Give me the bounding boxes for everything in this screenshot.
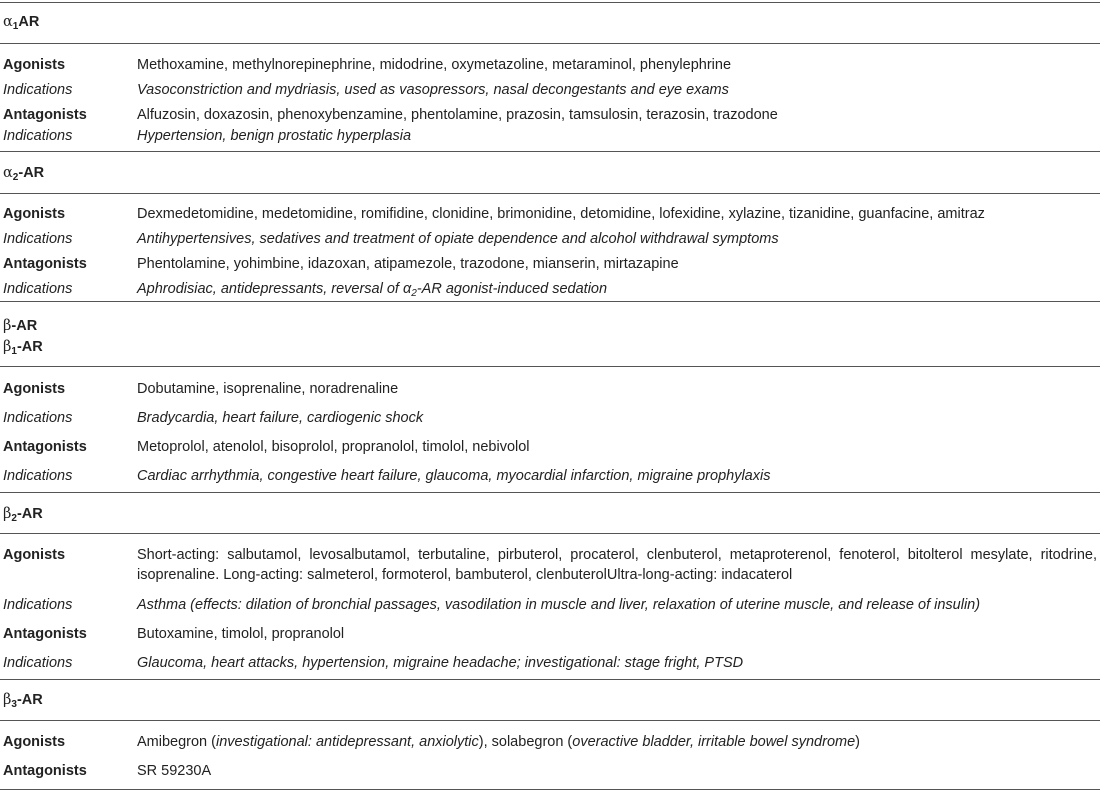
row-label-antagonists: Antagonists — [3, 256, 87, 272]
row-label-agonists: Agonists — [3, 734, 66, 750]
beta2-agonists-line2: isoprenaline. Long-acting: salmeterol, formoterol, bambuterol, clenbuterolUltra-long-acting: indacaterol — [137, 567, 793, 583]
row-label-agonists: Agonists — [3, 381, 66, 397]
row-label-agonists: Agonists — [3, 547, 66, 563]
beta1-antagonists: Metoprolol, atenolol, bisoprolol, propranolol, timolol, nebivolol — [137, 439, 530, 455]
table-rule — [0, 301, 1100, 302]
beta2-antagonists: Butoxamine, timolol, propranolol — [137, 626, 345, 642]
table-rule — [0, 2, 1100, 3]
table-rule — [0, 366, 1100, 367]
row-label-agonists: Agonists — [3, 57, 66, 73]
row-label-antagonists: Antagonists — [3, 439, 87, 455]
row-label-indications: Indications — [3, 468, 73, 484]
row-label-indications: Indications — [3, 410, 73, 426]
beta3-agonists: Amibegron (investigational: antidepressant, anxiolytic), solabegron (overactive bladder, irritable bowel syndrome) — [137, 734, 861, 750]
row-label-indications: Indications — [3, 128, 73, 144]
beta2-agonist-indications: Asthma (effects: dilation of bronchial passages, vasodilation in muscle and liver, relaxation of uterine muscle, and release of insulin) — [137, 597, 981, 613]
beta3-antagonists: SR 59230A — [137, 763, 212, 779]
row-label-indications: Indications — [3, 231, 73, 247]
row-label-indications: Indications — [3, 655, 73, 671]
row-label-indications: Indications — [3, 597, 73, 613]
alpha1-antagonist-indications: Hypertension, benign prostatic hyperplasia — [137, 128, 412, 144]
table-rule — [0, 151, 1100, 152]
section-header-alpha1: $\alpha_1AR$ — [3, 14, 40, 32]
row-label-antagonists: Antagonists — [3, 626, 87, 642]
beta2-antagonist-indications: Glaucoma, heart attacks, hypertension, migraine headache; investigational: stage fright, PTSD — [137, 655, 744, 671]
alpha1-antagonists: Alfuzosin, doxazosin, phenoxybenzamine, phentolamine, prazosin, tamsulosin, terazosin, trazodone — [137, 107, 778, 123]
beta2-agonists — [137, 545, 1097, 585]
row-label-indications: Indications — [3, 281, 73, 297]
row-label-agonists: Agonists — [3, 206, 66, 222]
table-rule — [0, 43, 1100, 44]
table-rule — [0, 193, 1100, 194]
alpha2-agonist-indications: Antihypertensives, sedatives and treatment of opiate dependence and alcohol withdrawal symptoms — [137, 231, 779, 247]
table-rule — [0, 679, 1100, 680]
section-header-beta1: $\beta_1-AR$ — [3, 339, 43, 357]
table-rule — [0, 720, 1100, 721]
alpha2-antagonists: Phentolamine, yohimbine, idazoxan, atipamezole, trazodone, mianserin, mirtazapine — [137, 256, 679, 272]
section-header-beta3: $\beta_3-AR$ — [3, 692, 43, 710]
alpha1-agonists: Methoxamine, methylnorepinephrine, midodrine, oxymetazoline, metaraminol, phenylephrine — [137, 57, 732, 73]
alpha2-agonists: Dexmedetomidine, medetomidine, romifidine, clonidine, brimonidine, detomidine, lofexidine, xylazine, tizanidine, guanfacine, amitraz — [137, 206, 985, 222]
row-label-indications: Indications — [3, 82, 73, 98]
section-header-beta2: $\beta_2-AR$ — [3, 506, 43, 524]
alpha2-antagonist-indications: Aphrodisiac, antidepressants, reversal of $\alpha_2-AR$ agonist-induced sedation — [137, 281, 608, 299]
table-rule — [0, 533, 1100, 534]
section-header-alpha2: $\alpha_2-AR$ — [3, 165, 45, 183]
table-rule — [0, 789, 1100, 790]
beta2-agonists-line1: Short-acting: salbutamol, levosalbutamol, terbutaline, pirbuterol, procaterol, clenbuterol, metaproterenol, fenoterol, bitolterol mesylate, ritodrine, — [137, 547, 1097, 563]
beta1-antagonist-indications: Cardiac arrhythmia, congestive heart failure, glaucoma, myocardial infarction, migraine prophylaxis — [137, 468, 771, 484]
row-label-antagonists: Antagonists — [3, 107, 87, 123]
alpha1-agonist-indications: Vasoconstriction and mydriasis, used as vasopressors, nasal decongestants and eye exams — [137, 82, 729, 98]
beta1-agonist-indications: Bradycardia, heart failure, cardiogenic shock — [137, 410, 424, 426]
section-header-beta: β-AR — [3, 318, 38, 334]
beta1-agonists: Dobutamine, isoprenaline, noradrenaline — [137, 381, 399, 397]
row-label-antagonists: Antagonists — [3, 763, 87, 779]
table-rule — [0, 492, 1100, 493]
